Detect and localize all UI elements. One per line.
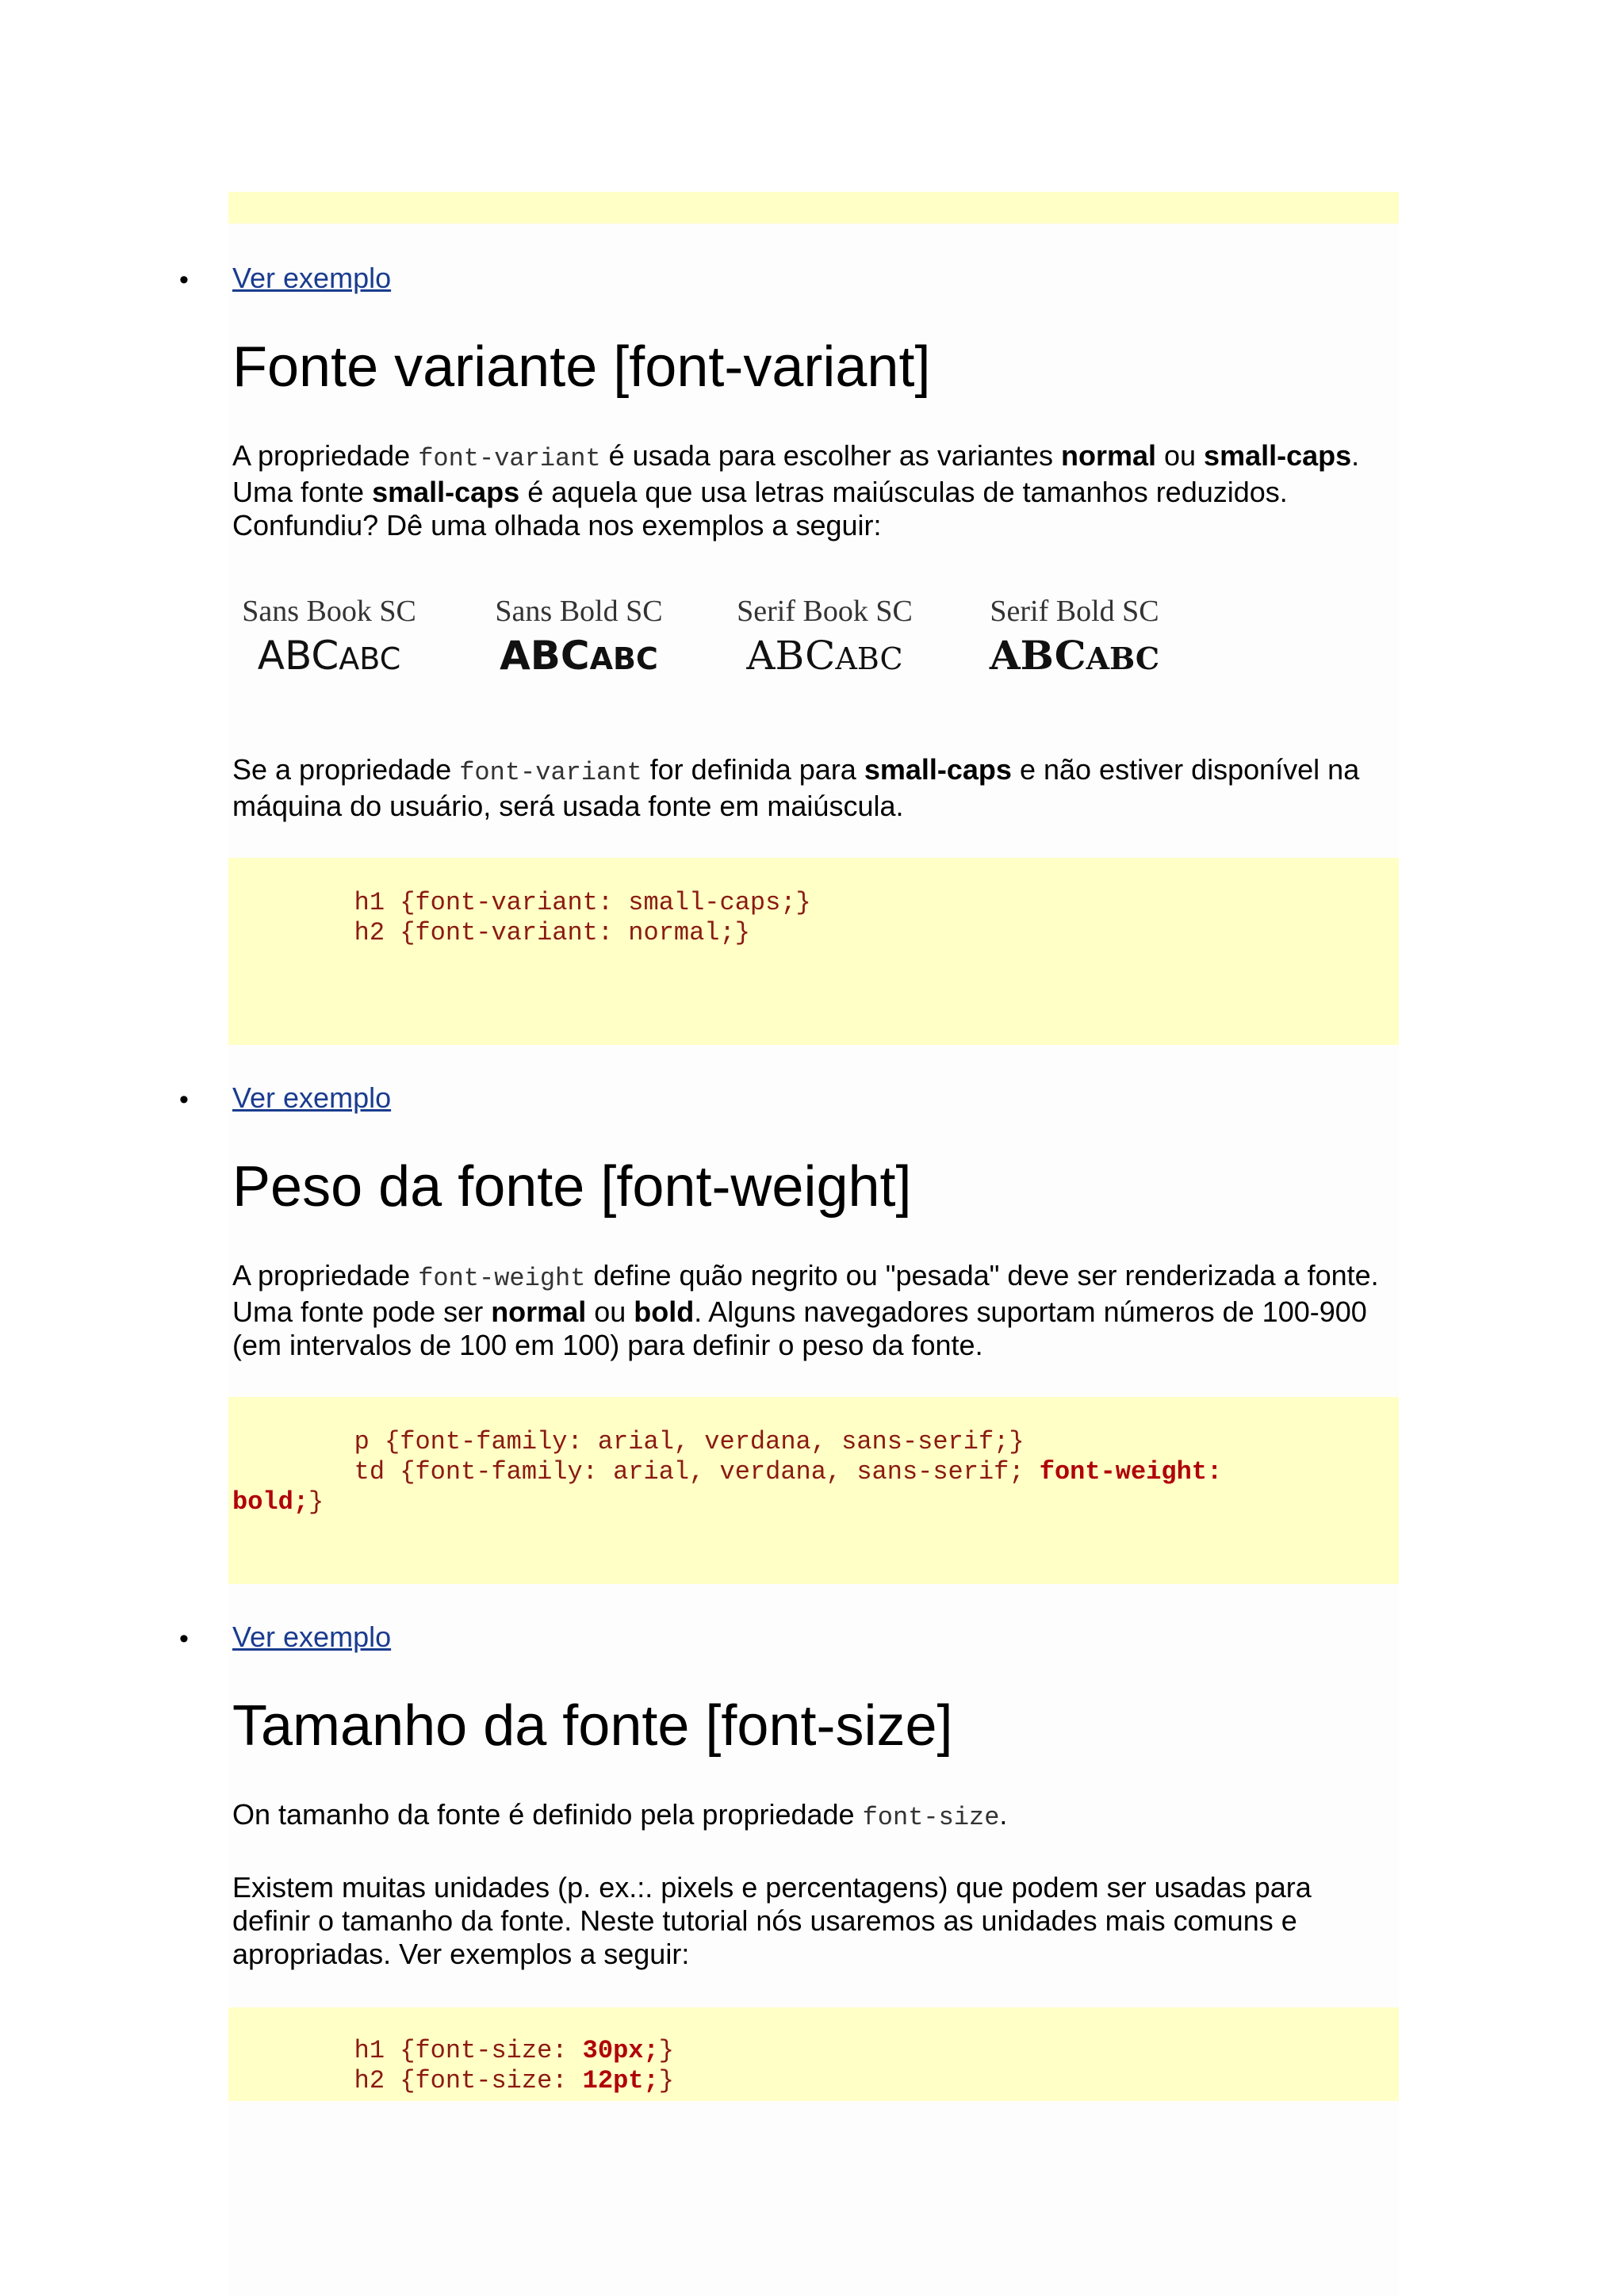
small-caps-part: ABC [339, 641, 401, 676]
code-text: h1 {font-variant: small-caps;} h2 {font-variant: normal;} [232, 888, 811, 947]
specimen-serif-book [730, 593, 920, 685]
font-weight-intro: A propriedade font-weight define quão negrito ou "pesada" deve ser renderizada a fonte. Uma fonte pode ser normal ou bold. Alguns navegadores suportam números de 100-900 (em intervalos de 100 em 100) para definir o peso da fonte. [232, 1259, 1379, 1361]
bullet: • [179, 1624, 189, 1654]
ver-exemplo-link[interactable]: Ver exemplo [232, 262, 392, 294]
specimen-sans-bold [488, 593, 670, 685]
specimen-label: Sans Bold SC [495, 595, 663, 628]
bullet: • [179, 1085, 189, 1115]
specimen-label: Serif Bold SC [990, 595, 1159, 628]
specimen-serif-bold [979, 593, 1170, 685]
code-text: p {font-family: arial, verdana, sans-serif;} td {font-family: arial, verdana, sans-serif; font-weight: bold;} [232, 1427, 1238, 1517]
font-size-units-paragraph: Existem muitas unidades (p. ex.:. pixels e percentagens) que podem ser usadas para definir o tamanho da fonte. Neste tutorial nós usaremos as unidades mais comuns e apropriadas. Ver exemplos a seguir: [232, 1871, 1312, 1970]
small-caps-part: ABC [835, 641, 903, 676]
font-variant-intro: A propriedade font-variant é usada para escolher as variantes normal ou small-caps. Uma fonte small-caps é aquela que usa letras maiúsculas de tamanhos reduzidos. Confundiu? Dê uma olhada nos exemplos a seguir: [232, 439, 1360, 541]
specimen-sample: ABCABC [500, 633, 658, 679]
section-title-font-size: Tamanho da fonte [font-size] [232, 1694, 953, 1758]
bullet: • [179, 265, 189, 295]
small-caps-part: ABC [589, 641, 658, 676]
specimen-sample: ABCABC [257, 633, 401, 679]
code-text: h1 {font-size: 30px;} h2 {font-size: 12pt;} [232, 2036, 674, 2095]
ver-exemplo-link[interactable]: Ver exemplo [232, 1081, 392, 1114]
ver-exemplo-link[interactable]: Ver exemplo [232, 1621, 392, 1653]
code-block-font-variant [228, 858, 1399, 1045]
font-size-intro: On tamanho da fonte é definido pela propriedade font-size. [232, 1798, 1008, 1832]
section-title-font-weight: Peso da fonte [font-weight] [232, 1155, 912, 1219]
code-block-font-size [228, 2007, 1399, 2101]
small-caps-specimens [238, 593, 1189, 696]
specimen-sans-book [238, 593, 420, 685]
specimen-label: Serif Book SC [737, 595, 913, 628]
specimen-sample: ABCABC [746, 633, 903, 679]
code-block-top [228, 192, 1399, 224]
code-block-font-weight [228, 1397, 1399, 1584]
section-title-font-variant: Fonte variante [font-variant] [232, 335, 931, 399]
font-variant-note: Se a propriedade font-variant for definida para small-caps e não estiver disponível na máquina do usuário, será usada fonte em maiúscula. [232, 753, 1360, 822]
specimen-label: Sans Book SC [242, 595, 416, 628]
small-caps-part: ABC [1086, 641, 1160, 676]
specimen-sample: ABCABC [989, 632, 1160, 679]
